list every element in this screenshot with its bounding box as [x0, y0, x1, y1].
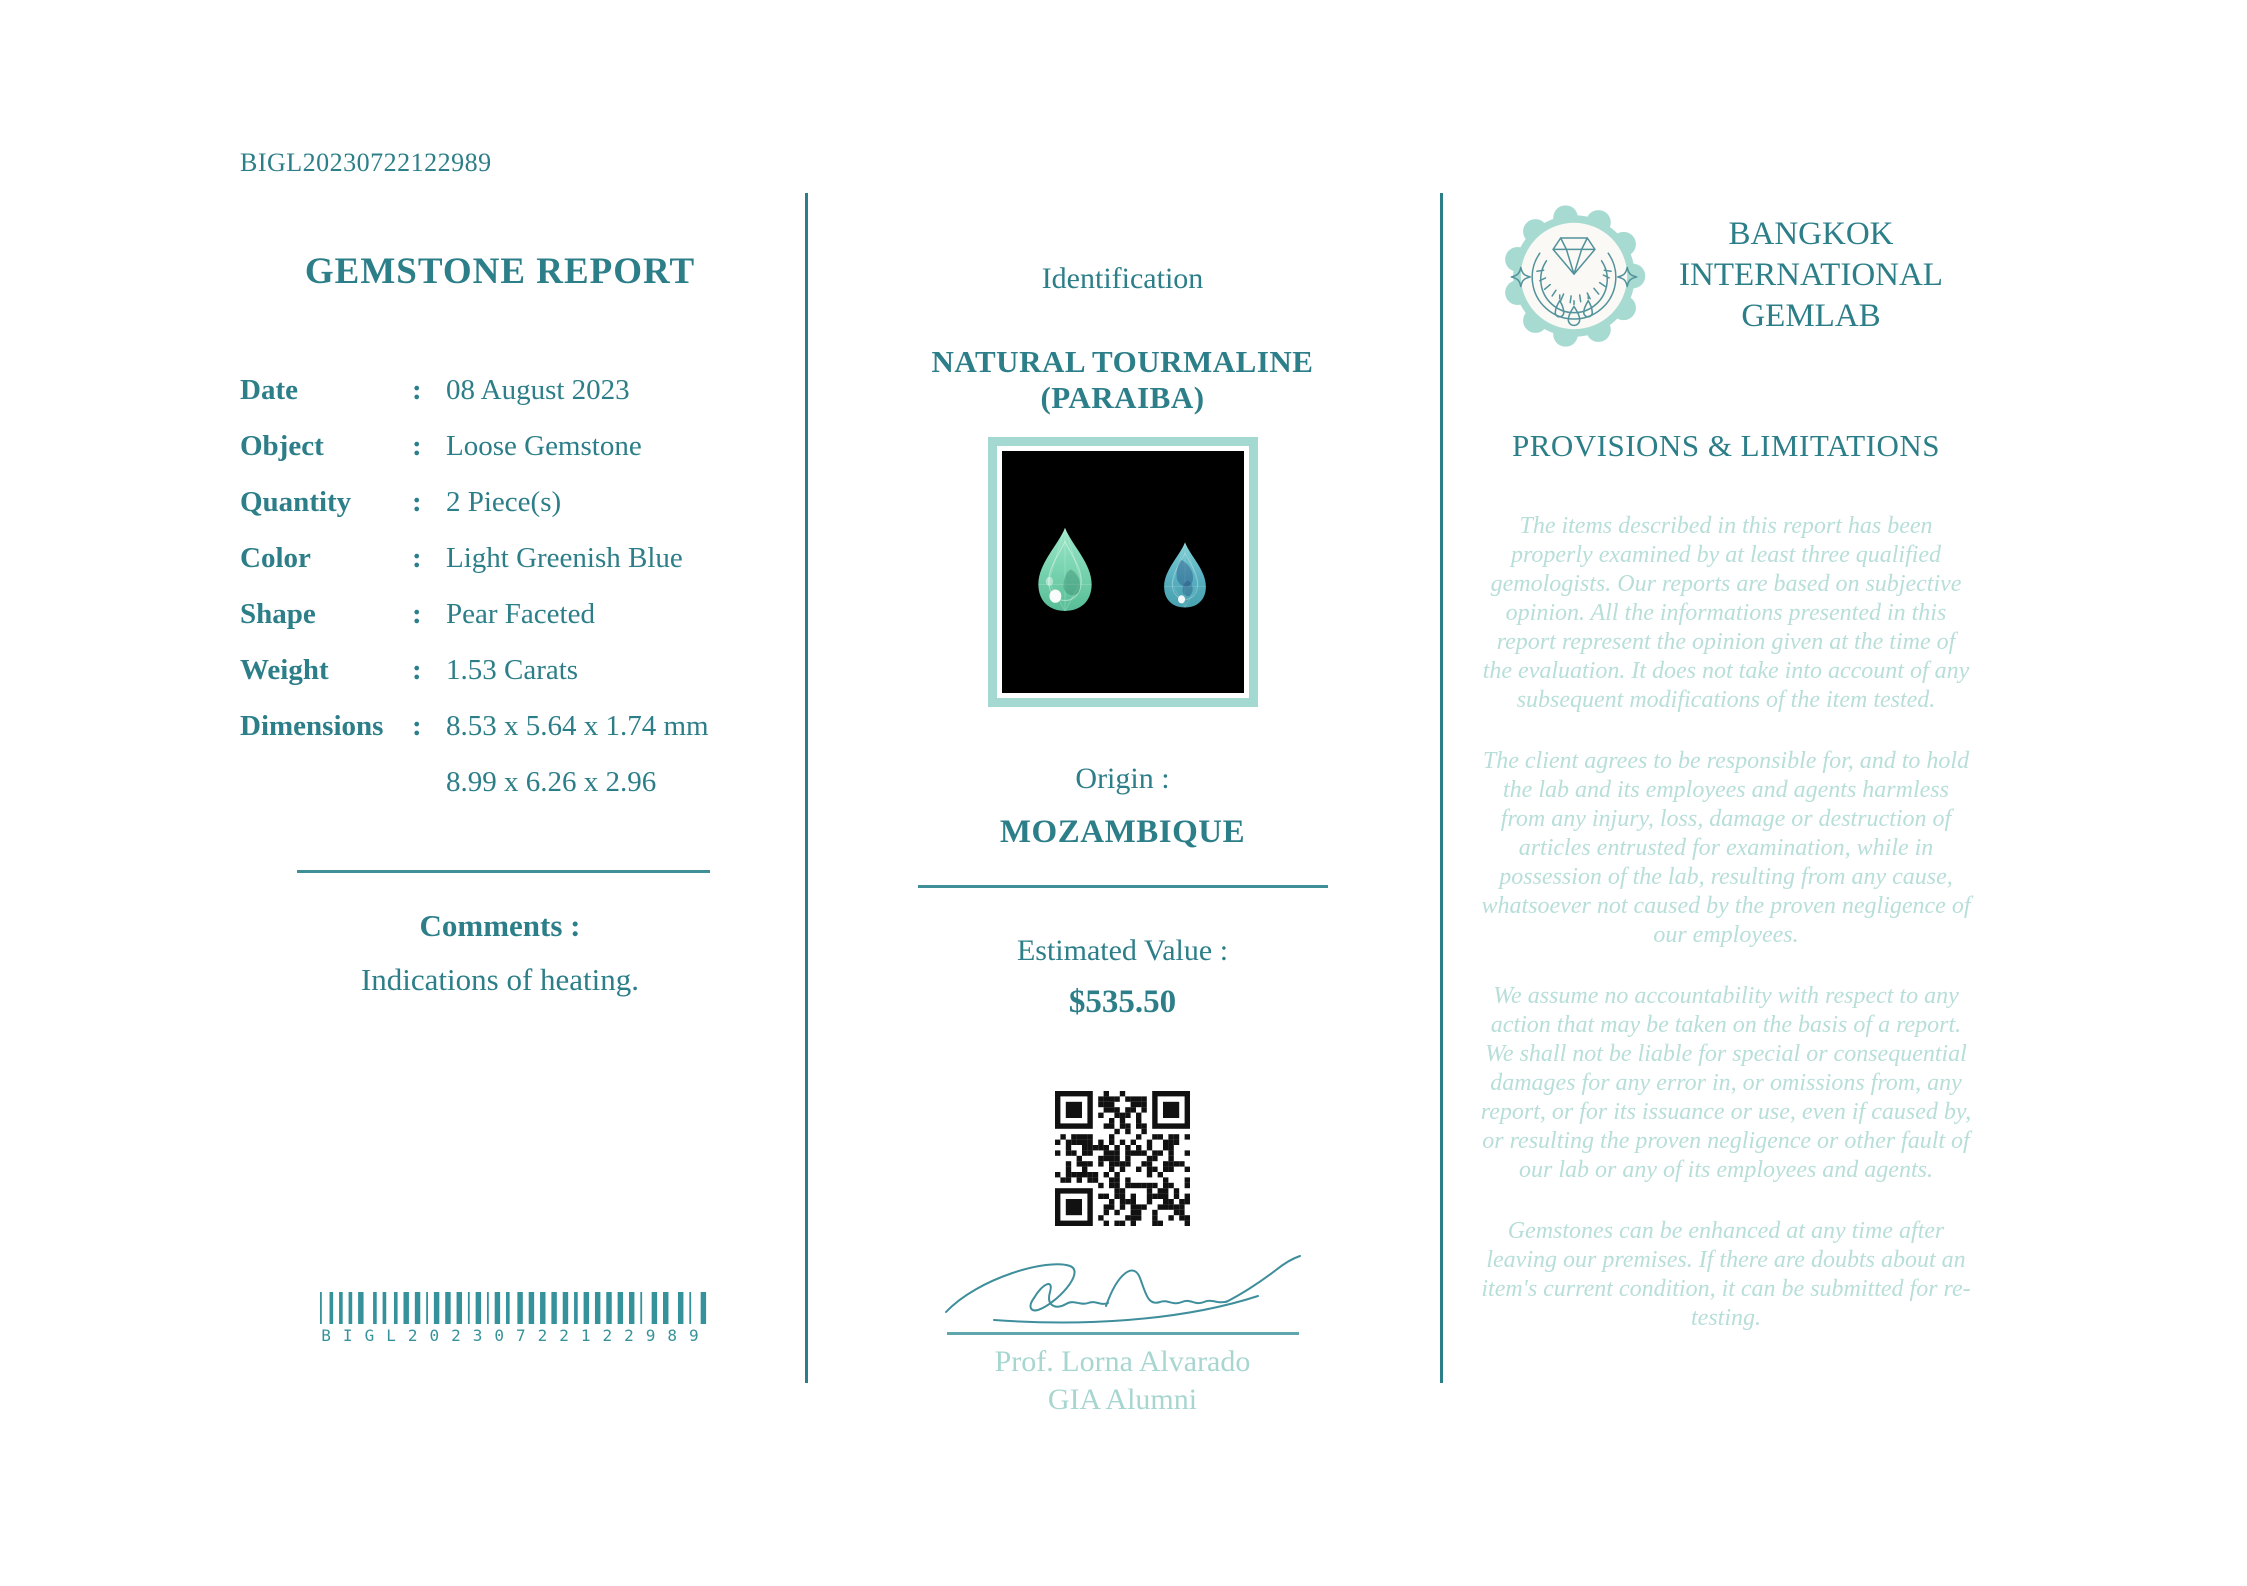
field-value: 8.53 x 5.64 x 1.74 mm — [446, 710, 709, 742]
lab-name-line: INTERNATIONAL — [1679, 257, 1943, 293]
field-colon: : — [412, 542, 422, 574]
report-number: BIGL20230722122989 — [240, 148, 492, 177]
field-colon: : — [412, 654, 422, 686]
provision-paragraph: The client agrees to be responsible for, and to hold the lab and its employees and agents harmless from any injury, loss, damage or destruction of articles entrusted for examination, while in possession of the lab, resulting from any cause, whatsoever not caused by the proven negligence of our employees. — [1481, 748, 1971, 948]
provision-paragraph: We assume no accountability with respect to any action that may be taken on the basis of a report. We shall not be liable for special or consequential damages for any error in, or omissions from, any report, or for its issuance or use, even if caused by, or resulting the proven negligence or other fault of our lab or any of its employees and agents. — [1480, 983, 1972, 1183]
origin-label: Origin : — [1075, 762, 1170, 795]
field-value: Pear Faceted — [446, 598, 595, 630]
gem-image-right — [1156, 533, 1214, 617]
column-divider-right — [1440, 193, 1443, 1383]
lab-name-line: BANGKOK — [1728, 216, 1894, 252]
gem-photo — [997, 446, 1249, 698]
identification-column — [848, 262, 1397, 1417]
field-value: 08 August 2023 — [446, 374, 630, 406]
report-fields — [240, 373, 760, 800]
signer-credential: GIA Alumni — [1047, 1383, 1198, 1416]
field-label: Dimensions — [240, 710, 384, 742]
lab-header — [1480, 200, 1972, 352]
column-divider-left — [805, 193, 808, 1383]
field-value: Loose Gemstone — [446, 430, 642, 462]
field-colon: : — [412, 430, 422, 462]
comments-divider — [297, 870, 710, 873]
field-row-dimensions-2 — [240, 765, 760, 800]
provision-paragraph: The items described in this report has been properly examined by at least three qualified gemologists. Our reports are based on subjective opinion. All the informations presented in this report represent the opinion given at the time of the evaluation. It does not take into account of any subsequent modifications of the item tested. — [1482, 513, 1970, 713]
lab-name-line: GEMLAB — [1741, 298, 1881, 334]
estimated-value-label: Estimated Value : — [1016, 934, 1229, 967]
field-row-color — [240, 541, 760, 597]
barcode-text: BIGL20230722122989 — [321, 1326, 711, 1345]
field-colon: : — [412, 710, 422, 742]
field-label: Quantity — [240, 486, 352, 518]
signature-divider — [947, 1332, 1299, 1335]
field-label: Object — [240, 430, 324, 462]
report-column — [240, 250, 760, 800]
field-row-quantity — [240, 485, 760, 541]
provision-paragraph: Gemstones can be enhanced at any time after leaving our premises. If there are doubts about an item's current condition, it can be submitted for re-testing. — [1481, 1218, 1971, 1331]
field-row-shape — [240, 597, 760, 653]
origin-value: MOZAMBIQUE — [999, 814, 1246, 850]
signature-icon — [938, 1248, 1308, 1332]
gem-species-name: NATURAL TOURMALINE (PARAIBA) — [931, 344, 1314, 415]
origin-divider — [918, 885, 1328, 888]
signer-name: Prof. Lorna Alvarado — [994, 1345, 1251, 1378]
comments-section — [240, 908, 760, 998]
field-value: 1.53 Carats — [446, 654, 579, 686]
gemlab-logo-icon — [1498, 200, 1650, 352]
gem-image-left — [1028, 525, 1102, 614]
field-colon: : — [412, 486, 422, 518]
field-row-dimensions — [240, 709, 760, 765]
lab-name — [1650, 200, 1972, 337]
barcode-icon — [320, 1292, 712, 1324]
field-row-weight — [240, 653, 760, 709]
identification-title: Identification — [1041, 262, 1204, 295]
field-label: Weight — [240, 654, 329, 686]
comments-label: Comments : — [419, 908, 581, 943]
field-value: 8.99 x 6.26 x 2.96 — [446, 766, 657, 798]
barcode — [320, 1292, 712, 1345]
field-colon: : — [412, 374, 422, 406]
field-value: Light Greenish Blue — [446, 542, 683, 574]
estimated-value: $535.50 — [1068, 984, 1177, 1020]
field-colon: : — [412, 598, 422, 630]
qr-code-icon — [1055, 1091, 1190, 1226]
field-label: Color — [240, 542, 311, 574]
field-label: Date — [240, 374, 298, 406]
provisions-title: PROVISIONS & LIMITATIONS — [1511, 428, 1941, 463]
field-label: Shape — [240, 598, 316, 630]
field-row-date — [240, 373, 760, 429]
field-row-object — [240, 429, 760, 485]
field-value: 2 Piece(s) — [446, 486, 562, 518]
comments-text: Indications of heating. — [360, 962, 640, 997]
report-title: GEMSTONE REPORT — [304, 251, 696, 292]
lab-column — [1480, 200, 1972, 1333]
